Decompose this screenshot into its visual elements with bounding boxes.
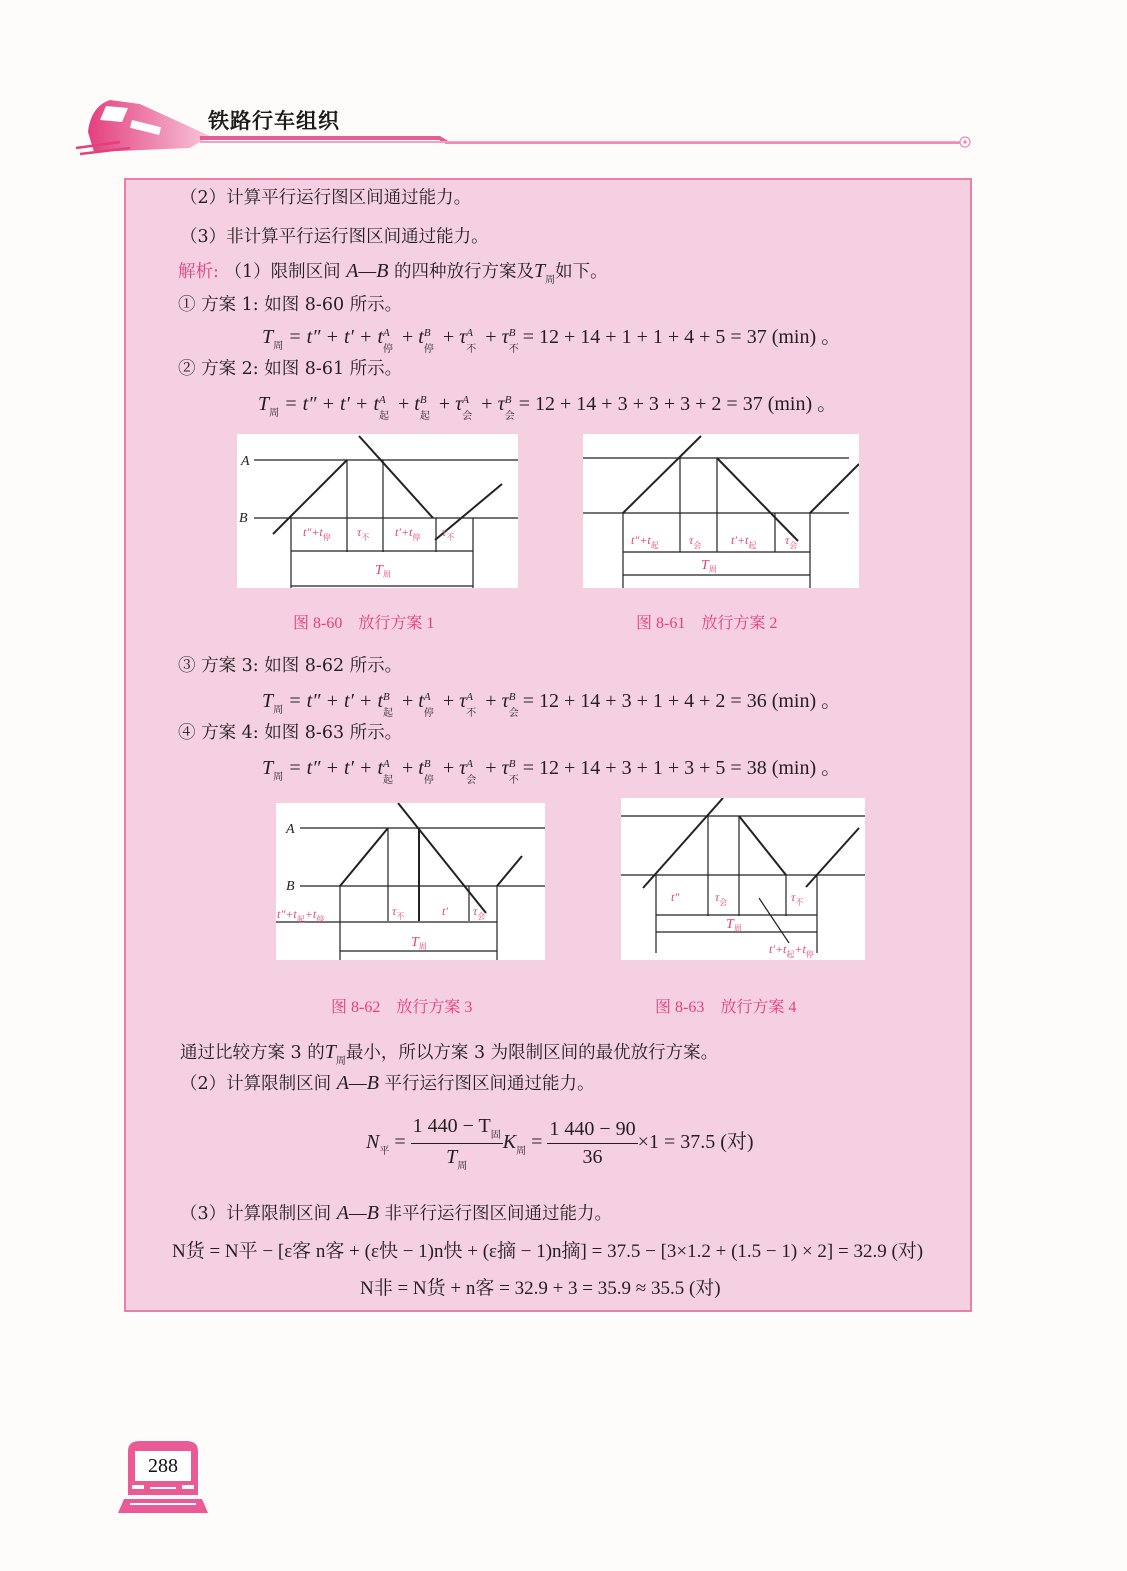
t-subscript: 周 xyxy=(335,1056,346,1067)
figure-8-61-caption: 图 8-61 放行方案 2 xyxy=(636,615,778,632)
book-title: 铁路行车组织 xyxy=(208,109,340,133)
term-sub: 不 xyxy=(466,344,477,356)
station-a-label: A xyxy=(286,822,295,837)
term-symbol: τ xyxy=(455,393,463,415)
question-3: （3）非计算平行运行图区间通过能力。 xyxy=(180,227,489,247)
formula-values: = 12 + 14 + 3 + 3 + 3 + 2 = 37 (min) 。 xyxy=(518,393,838,415)
term-symbol: τ xyxy=(497,393,505,415)
term-symbol: τ xyxy=(459,757,467,779)
term-sup: A xyxy=(379,394,386,407)
term-sub: 不 xyxy=(508,344,519,356)
term-sup: B xyxy=(508,327,516,340)
term-sub: 停 xyxy=(383,344,393,356)
term-symbol: t xyxy=(418,326,424,348)
t-symbol: T xyxy=(262,690,274,712)
station-b-label: B xyxy=(286,879,295,894)
conclusion-text xyxy=(180,1041,718,1073)
t-symbol: T xyxy=(324,1041,336,1063)
term-sub: 会 xyxy=(508,708,519,720)
interval-label: t′+t xyxy=(395,525,413,539)
term-scripts xyxy=(466,691,480,720)
formula-eq: = t″ + t′ + xyxy=(279,393,374,415)
formula-eq: = t″ + t′ + xyxy=(283,326,378,348)
term-sup: A xyxy=(423,691,431,704)
term-sub: 起 xyxy=(383,775,393,787)
numerator-subscript: 固 xyxy=(490,1130,501,1141)
parallel-capacity-formula: $N_平$ = $\frac{1 440 - T_固}{T_周}$ $K_周$ = $\frac{1 440 - 90}{36}$ ×1 = 37.5 (对) xyxy=(366,1115,754,1172)
n-symbol: N xyxy=(366,1131,380,1154)
step-text: 平行运行图区间通过能力。 xyxy=(384,1074,595,1094)
scheme-1-formula: $T_周 = t'' + t' + t$ A 停 + t B 停 + τ A 不 + τ B 不 = 12 + 14 + 1 + 1 + 4 + 5 = 37 (min) 。 xyxy=(262,326,841,358)
figure-8-63 xyxy=(621,798,865,960)
term-sup: A xyxy=(383,327,390,340)
scheme-2-label: ② 方案 2: 如图 8-61 所示。 xyxy=(178,359,403,379)
svg-text:t′+t起+t停: $t'+t_起+t_停$ xyxy=(769,942,814,959)
svg-text:t″+t停: $t''+t_停$ xyxy=(303,525,331,542)
step-text: 非平行运行图区间通过能力。 xyxy=(384,1204,613,1224)
page-number-badge xyxy=(118,1437,208,1515)
n-subscript: 平 xyxy=(379,1146,390,1158)
t-symbol: T xyxy=(262,757,274,779)
svg-text:T周: $T_周$ xyxy=(726,917,742,933)
svg-text:T周: $T_周$ xyxy=(701,558,717,574)
step-2-heading xyxy=(180,1072,595,1095)
step-3-heading xyxy=(180,1202,612,1225)
analysis-label: 解析: xyxy=(178,262,219,282)
term-sub: 起 xyxy=(383,708,393,720)
term-sup: A xyxy=(462,394,470,407)
svg-text:τ不: $\tau_不$ xyxy=(442,525,455,542)
section-ab: A—B xyxy=(336,1072,379,1094)
interval-label: t″+t xyxy=(631,533,651,547)
figure-8-60-caption: 图 8-60 放行方案 1 xyxy=(293,615,435,632)
svg-text:T周: $T_周$ xyxy=(411,935,427,951)
term-sub: 不 xyxy=(508,775,519,787)
k-subscript: 周 xyxy=(516,1146,527,1158)
interval-label: τ xyxy=(357,525,362,539)
t-cycle-label: T xyxy=(411,935,419,950)
t-symbol: T xyxy=(258,393,270,415)
analysis-text: 的四种放行方案及 xyxy=(394,262,534,282)
step-text: （3）计算限制区间 xyxy=(180,1204,332,1224)
figure-8-60-diagram xyxy=(237,434,518,588)
scheme-4-label: ④ 方案 4: 如图 8-63 所示。 xyxy=(178,723,403,743)
term-sup: B xyxy=(508,758,516,771)
term-symbol: τ xyxy=(459,326,467,348)
svg-text:τ不: $\tau_不$ xyxy=(791,890,804,907)
t-symbol: T xyxy=(534,260,546,282)
term-sup: B xyxy=(423,327,431,340)
station-a-label: A xyxy=(241,454,250,469)
interval-label: t′+t xyxy=(769,942,787,956)
figure-8-60 xyxy=(237,434,518,588)
term-scripts xyxy=(423,691,438,720)
interval-label: t′ xyxy=(442,904,448,918)
fraction-2 xyxy=(547,1118,637,1169)
section-ab: A—B xyxy=(346,260,389,282)
interval-label: t″+t xyxy=(277,907,297,921)
question-2: （2）计算平行运行图区间通过能力。 xyxy=(180,188,472,208)
term-sup: A xyxy=(383,758,390,771)
scheme-3-label: ③ 方案 3: 如图 8-62 所示。 xyxy=(178,656,403,676)
term-symbol: t xyxy=(373,393,379,415)
svg-text:t′+t停: $t'+t_停$ xyxy=(395,525,421,542)
term-scripts xyxy=(462,394,476,423)
term-symbol: τ xyxy=(501,326,509,348)
t-symbol: T xyxy=(262,326,274,348)
svg-text:τ会: $\tau_会$ xyxy=(689,533,702,550)
svg-text:τ会: $\tau_会$ xyxy=(785,533,798,550)
term-sup: A xyxy=(466,691,474,704)
t-subscript: 周 xyxy=(273,341,284,352)
section-ab: A—B xyxy=(336,1202,379,1224)
svg-text:τ不: $\tau_不$ xyxy=(357,525,370,542)
term-sup: B xyxy=(508,691,516,704)
term-sup: B xyxy=(383,691,390,704)
svg-text:t′+t起: $t'+t_起$ xyxy=(731,533,757,550)
fraction-denominator: T xyxy=(446,1146,458,1168)
conclusion-part: 通过比较方案 3 的 xyxy=(180,1043,325,1063)
term-sub: 停 xyxy=(423,708,434,720)
term-scripts xyxy=(508,327,523,356)
denominator-subscript: 周 xyxy=(457,1161,468,1172)
term-symbol: τ xyxy=(501,757,509,779)
formula-values: = 12 + 14 + 3 + 1 + 3 + 5 = 38 (min) 。 xyxy=(522,757,842,779)
conclusion-part: 最小，所以方案 3 为限制区间的最优放行方案。 xyxy=(345,1043,719,1063)
term-sub: 起 xyxy=(419,411,430,423)
interval-label: τ xyxy=(791,890,796,904)
term-sub: 起 xyxy=(379,411,389,423)
term-scripts xyxy=(383,327,397,356)
scheme-2-formula: $T_周 = t'' + t' + t$ A 起 + t B 起 + τ A 会 + τ B 会 = 12 + 14 + 3 + 3 + 3 + 2 = 37 (min) 。 xyxy=(258,393,837,425)
term-scripts xyxy=(383,691,397,720)
svg-text:T周: $T_周$ xyxy=(375,563,391,579)
analysis-text: 如下。 xyxy=(555,262,608,282)
figure-8-62-diagram xyxy=(276,803,545,960)
interval-label: τ xyxy=(392,904,397,918)
term-scripts xyxy=(508,758,523,787)
fraction-denominator: 36 xyxy=(582,1146,603,1168)
term-scripts xyxy=(423,758,438,787)
fraction-1 xyxy=(411,1115,503,1172)
term-symbol: t xyxy=(377,690,383,712)
term-scripts xyxy=(508,691,523,720)
term-symbol: t xyxy=(377,326,383,348)
term-sub: 停 xyxy=(423,344,434,356)
formula-values: = 12 + 14 + 1 + 1 + 4 + 5 = 37 (min) 。 xyxy=(522,326,842,348)
term-sup: A xyxy=(466,327,474,340)
term-sub: 不 xyxy=(466,708,477,720)
figure-8-62-caption: 图 8-62 放行方案 3 xyxy=(331,999,473,1016)
term-sup: A xyxy=(466,758,474,771)
term-sub: 会 xyxy=(504,411,515,423)
formula-eq: = t″ + t′ + xyxy=(283,757,378,779)
step-text: （2）计算限制区间 xyxy=(180,1074,332,1094)
interval-label: τ xyxy=(473,904,478,918)
term-sup: B xyxy=(419,394,427,407)
fraction-numerator: 1 440 − 90 xyxy=(547,1118,637,1144)
term-sub: 停 xyxy=(423,775,434,787)
interval-label: t″ xyxy=(671,890,680,904)
term-scripts xyxy=(423,327,438,356)
figure-8-61-diagram xyxy=(583,434,859,588)
interval-label: τ xyxy=(715,890,720,904)
non-parallel-capacity-formula: N非 = N货 + n客 = 32.9 + 3 = 35.9 ≈ 35.5 (对) xyxy=(360,1278,721,1299)
t-subscript: 周 xyxy=(545,275,556,286)
figure-8-62 xyxy=(276,803,545,960)
interval-label: τ xyxy=(442,525,447,539)
term-sub: 会 xyxy=(462,411,473,423)
term-sup: B xyxy=(423,758,431,771)
figure-8-63-diagram xyxy=(621,798,865,960)
term-symbol: t xyxy=(377,757,383,779)
station-b-label: B xyxy=(239,511,248,526)
svg-text:t″+t起: $t''+t_起$ xyxy=(631,533,659,550)
t-subscript: 周 xyxy=(273,705,284,716)
analysis-text: （1）限制区间 xyxy=(224,262,341,282)
t-subscript: 周 xyxy=(269,408,280,419)
term-sup: B xyxy=(504,394,512,407)
t-subscript: 周 xyxy=(273,772,284,783)
term-scripts xyxy=(379,394,393,423)
freight-capacity-formula: N货 = N平 − [ε客 n客 + (ε快 − 1)n快 + (ε摘 − 1)n摘] = 37.5 − [3×1.2 + (1.5 − 1) × 2] = 32.9 (对) xyxy=(172,1241,924,1262)
scheme-1-label: ① 方案 1: 如图 8-60 所示。 xyxy=(178,295,403,315)
formula-result: ×1 = 37.5 (对) xyxy=(637,1131,754,1154)
svg-text:t″+t起+t停: $t''+t_起+t_停$ xyxy=(277,907,325,924)
term-scripts xyxy=(383,758,397,787)
formula-values: = 12 + 14 + 3 + 1 + 4 + 2 = 36 (min) 。 xyxy=(522,690,842,712)
page-header xyxy=(70,92,990,158)
k-symbol: K xyxy=(502,1131,517,1154)
term-sub: 会 xyxy=(466,775,477,787)
fraction-numerator: 1 440 − T xyxy=(412,1115,491,1137)
interval-label: τ xyxy=(785,533,790,547)
figure-8-63-caption: 图 8-63 放行方案 4 xyxy=(655,999,797,1016)
term-scripts xyxy=(419,394,434,423)
t-cycle-label: T xyxy=(375,563,383,578)
term-symbol: τ xyxy=(501,690,509,712)
svg-text:τ会: $\tau_会$ xyxy=(473,904,486,921)
term-symbol: t xyxy=(418,757,424,779)
t-cycle-label: T xyxy=(701,558,709,573)
interval-label: τ xyxy=(689,533,694,547)
t-cycle-label: T xyxy=(726,917,734,932)
term-symbol: t xyxy=(418,690,424,712)
term-scripts xyxy=(466,327,480,356)
analysis-line xyxy=(178,260,608,292)
interval-label: t″+t xyxy=(303,525,323,539)
svg-text:τ会: $\tau_会$ xyxy=(715,890,728,907)
scheme-4-formula: $T_周 = t'' + t' + t$ A 起 + t B 停 + τ A 会 + τ B 不 = 12 + 14 + 3 + 1 + 3 + 5 = 38 (min) 。 xyxy=(262,757,841,789)
interval-label: t′+t xyxy=(731,533,749,547)
figure-8-61 xyxy=(583,434,859,588)
scheme-3-formula: $T_周 = t'' + t' + t$ B 起 + t A 停 + τ A 不 + τ B 会 = 12 + 14 + 3 + 1 + 4 + 2 = 36 (min) 。 xyxy=(262,690,841,722)
term-symbol: t xyxy=(414,393,420,415)
page-number: 288 xyxy=(148,1455,178,1477)
svg-text:τ不: $\tau_不$ xyxy=(392,904,405,921)
term-scripts xyxy=(466,758,480,787)
formula-eq: = t″ + t′ + xyxy=(283,690,378,712)
term-scripts xyxy=(504,394,519,423)
term-symbol: τ xyxy=(459,690,467,712)
